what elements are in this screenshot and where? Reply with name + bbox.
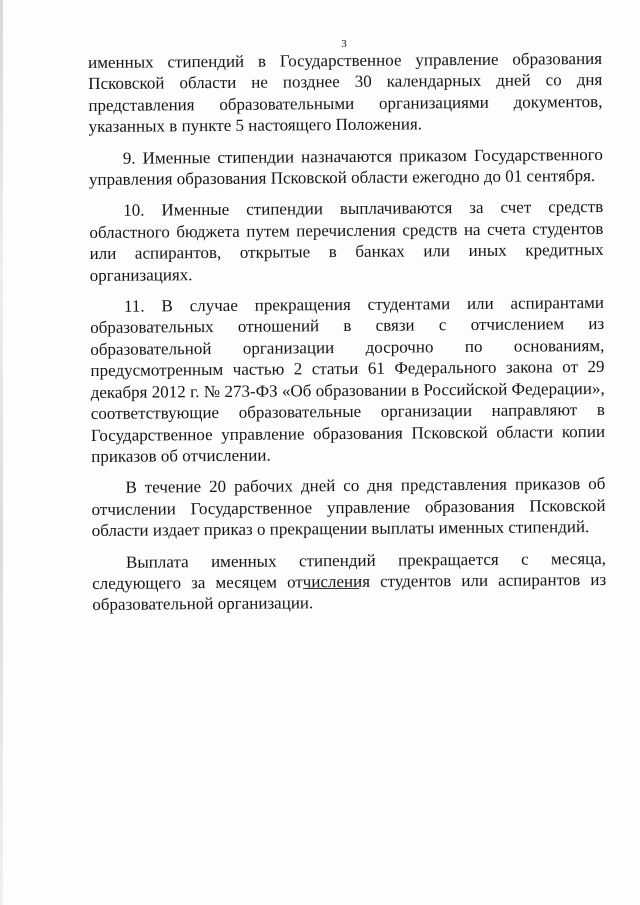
paragraph-deadline: В течение 20 рабочих дней со дня представления приказов об отчислении Государственное управление образования Псковской области издает приказ о прекращении выплаты именных стипендий. xyxy=(91,474,606,541)
paragraph-termination: Выплата именных стипендий прекращается с месяца, следующего за месяцем отчисления студентов или аспирантов из образовательной организации. xyxy=(92,548,607,615)
page-number: 3 xyxy=(341,38,347,50)
scan-edge xyxy=(0,0,3,905)
paragraph-item-10: 10. Именные стипендии выплачиваются за счет средств областного бюджета путем перечисления средств на счета студентов или аспирантов, открытые в банках или иных кредитных организациях. xyxy=(89,197,604,285)
paragraph-item-11: 11. В случае прекращения студентами или аспирантами образовательных отношений в связи с отчислением из образовательной организации досрочно по основаниям, предусмотренным частью 2 статьи 61 Федерального закона от 29 декабря 2012 г. № 273-ФЗ «Об образовании в Российской Федерации», соответствующие образовательные организации направляют в Государственное управление образования Псковской области копии приказов об отчислении. xyxy=(90,293,606,466)
paragraph-continuation: именных стипендий в Государственное управление образования Псковской области не позднее 30 календарных дней со дня представления образовательными организациями документов, указанных в пункте 5 настоящего Положения. xyxy=(88,48,603,137)
end-separator-line xyxy=(303,588,359,589)
paragraph-item-9: 9. Именные стипендии назначаются приказом Государственного управления образования Псковской области ежегодно до 01 сентября. xyxy=(88,144,603,190)
document-body xyxy=(88,48,606,616)
